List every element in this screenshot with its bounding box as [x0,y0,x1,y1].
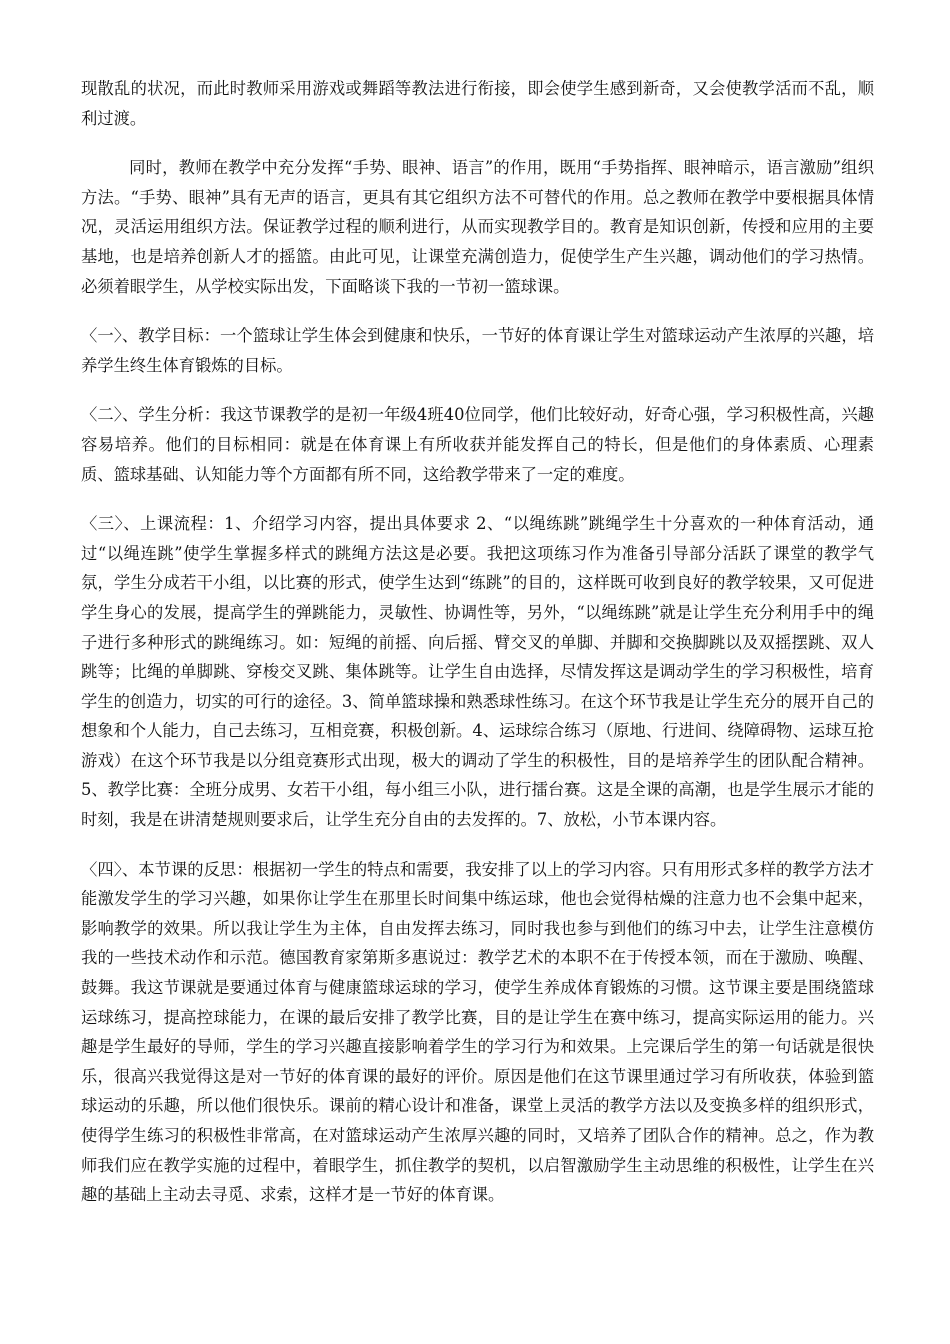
paragraph-student-analysis: 〈二〉、学生分析：我这节课教学的是初一年级4班40位同学，他们比较好动，好奇心强，学习积极性高，兴趣容易培养。他们的目标相同：就是在体育课上有所收获并能发挥自己的特长，但是他们的身体素质、心理素质、篮球基础、认知能力等个方面都有所不同，这给教学带来了一定的难度。 [81,405,874,484]
paragraph-reflection: 〈四〉、本节课的反思：根据初一学生的特点和需要，我安排了以上的学习内容。只有用形式多样的教学方法才能激发学生的学习兴趣，如果你让学生在那里长时间集中练运球，他也会觉得枯燥的注意力也不会集中起来，影响教学的效果。所以我让学生为主体，自由发挥去练习，同时我也参与到他们的练习中去，让学生注意模仿我的一些技术动作和示范。德国教育家第斯多惠说过：教学艺术的本职不在于传授本领，而在于激励、唤醒、鼓舞。我这节课就是要通过体育与健康篮球运球的学习，使学生养成体育锻炼的习惯。这节课主要是围绕篮球运球练习，提高控球能力，在课的最后安排了教学比赛，目的是让学生在赛中练习，提高实际运用的能力。兴趣是学生最好的导师，学生的学习兴趣直接影响着学生的学习行为和效果。上完课后学生的第一句话就是很快乐，很高兴我觉得这是对一节好的体育课的最好的评价。原因是他们在这节课里通过学习有所收获，体验到篮球运动的乐趣，所以他们很快乐。课前的精心设计和准备，课堂上灵活的教学方法以及变换多样的组织形式，使得学生练习的积极性非常高，在对篮球运动产生浓厚兴趣的同时，又培养了团队合作的精神。总之，作为教师我们应在教学实施的过程中，着眼学生，抓住教学的契机，以启智激励学生主动思维的积极性，让学生在兴趣的基础上主动去寻觅、求索，这样才是一节好的体育课。 [81,859,874,1205]
paragraph-organization-methods: 同时，教师在教学中充分发挥“手势、眼神、语言”的作用，既用“手势指挥、眼神暗示，语言激励”组织方法。“手势、眼神”具有无声的语言，更具有其它组织方法不可替代的作用。总之教师在教学中要根据具体情况，灵活运用组织方法。保证教学过程的顺利进行，从而实现教学目的。教育是知识创新，传授和应用的主要基地，也是培养创新人才的摇篮。由此可见，让课堂充满创造力，促使学生产生兴趣，调动他们的学习热情。必须着眼学生，从学校实际出发，下面略谈下我的一节初一篮球课。 [81,158,874,296]
paragraph-teaching-goals: 〈一〉、教学目标：一个篮球让学生体会到健康和快乐，一节好的体育课让学生对篮球运动产生浓厚的兴趣，培养学生终生体育锻炼的目标。 [81,326,874,375]
document-body [81,74,874,1230]
paragraph-continuation: 现散乱的状况，而此时教师采用游戏或舞蹈等教法进行衔接，即会使学生感到新奇，又会使教学活而不乱，顺利过渡。 [81,79,874,128]
paragraph-class-procedure: 〈三〉、上课流程：1、介绍学习内容，提出具体要求 2、“以绳练跳”跳绳学生十分喜欢的一种体育活动，通过“以绳连跳”使学生掌握多样式的跳绳方法这是必要。我把这项练习作为准备引导部分活跃了课堂的教学气氛，学生分成若干小组，以比赛的形式，使学生达到“练跳”的目的，这样既可收到良好的教学较果，又可促进学生身心的发展，提高学生的弹跳能力，灵敏性、协调性等，另外，“以绳练跳”就是让学生充分利用手中的绳子进行多种形式的跳绳练习。如：短绳的前摇、向后摇、臂交叉的单脚、并脚和交换脚跳以及双摇摆跳、双人跳等；比绳的单脚跳、穿梭交叉跳、集体跳等。让学生自由选择，尽情发挥这是调动学生的学习积极性，培育学生的创造力，切实的可行的途径。3、简单篮球操和熟悉球性练习。在这个环节我是让学生充分的展开自己的想象和个人能力，自己去练习，互相竞赛，积极创新。4、运球综合练习（原地、行进间、绕障碍物、运球互抢游戏）在这个环节我是以分组竞赛形式出现，极大的调动了学生的积极性，目的是培养学生的团队配合精神。5、教学比赛：全班分成男、女若干小组，每小组三小队，进行擂台赛。这是全课的高潮，也是学生展示才能的时刻，我是在讲清楚规则要求后，让学生充分自由的去发挥的。7、放松，小节本课内容。 [81,514,874,830]
